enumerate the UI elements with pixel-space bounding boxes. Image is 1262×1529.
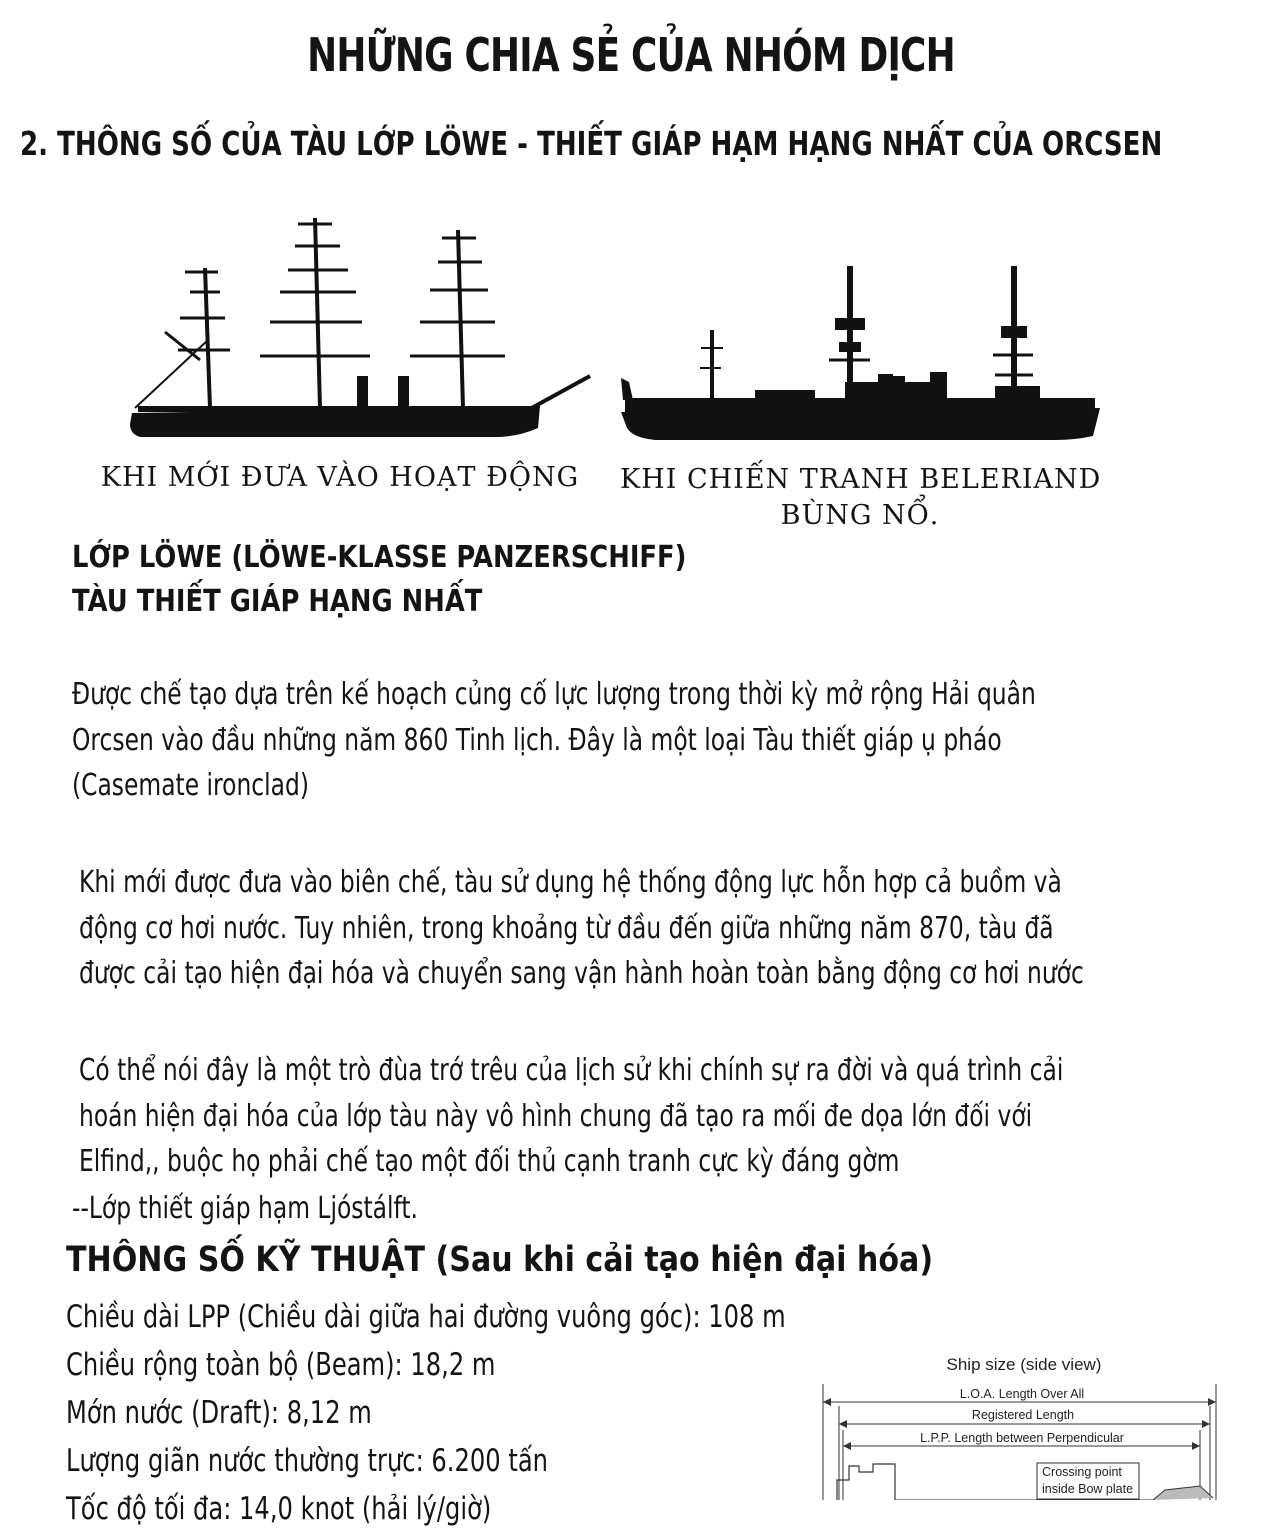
page-title: NHỮNG CHIA SẺ CỦA NHÓM DỊCH [307, 28, 955, 82]
caption-line: BÙNG NỔ. [780, 500, 940, 531]
spec-item-draft: Mớn nước (Draft): 8,12 m [66, 1395, 372, 1431]
dimension-label-registered: Registered Length [971, 1408, 1075, 1422]
ship-class-name: LỚP LÖWE (LÖWE-KLASSE PANZERSCHIFF) [72, 540, 687, 575]
paragraph-line: Được chế tạo dựa trên kế hoạch củng cố lực lượng trong thời kỳ mở rộng Hải quân [72, 677, 1036, 712]
ship-class-type: TÀU THIẾT GIÁP HẠNG NHẤT [72, 584, 483, 619]
paragraph-line: Khi mới được đưa vào biên chế, tàu sử dụng hệ thống động lực hỗn hợp cả buồm và [79, 865, 1062, 900]
crossing-point-label: inside Bow plate [1042, 1482, 1134, 1496]
spec-item-beam: Chiều rộng toàn bộ (Beam): 18,2 m [66, 1347, 496, 1383]
paragraph-line: (Casemate ironclad) [72, 768, 309, 803]
paragraph-line: động cơ hơi nước. Tuy nhiên, trong khoảng từ đầu đến giữa những năm 870, tàu đã [79, 910, 1054, 946]
crossing-point-label: Crossing point [1042, 1465, 1122, 1479]
spec-item-displacement: Lượng giãn nước thường trực: 6.200 tấn [66, 1443, 548, 1479]
spec-item-length: Chiều dài LPP (Chiều dài giữa hai đường vuông góc): 108 m [66, 1299, 786, 1335]
figure-caption-modernized [620, 462, 1100, 534]
section-title: 2. THÔNG SỐ CỦA TÀU LỚP LÖWE - THIẾT GIÁP HẠM HẠNG NHẤT CỦA ORCSEN [20, 124, 1163, 163]
specs-heading: THÔNG SỐ KỸ THUẬT (Sau khi cải tạo hiện đại hóa) [66, 1240, 934, 1280]
ship-silhouette-original [120, 210, 600, 445]
paragraph-propulsion [79, 860, 1084, 997]
diagram-title: Ship size (side view) [946, 1355, 1102, 1374]
ship-size-diagram [815, 1348, 1225, 1500]
dimension-label-lpp: L.P.P. Length between Perpendicular [920, 1431, 1124, 1445]
paragraph-line: hoán hiện đại hóa của lớp tàu này vô hình chung đã tạo ra mối đe dọa lớn đối với [79, 1098, 1033, 1134]
figure-caption-original: KHI MỚI ĐƯA VÀO HOẠT ĐỘNG [100, 462, 580, 493]
paragraph-line: Elfind,, buộc họ phải chế tạo một đối thủ cạnh tranh cực kỳ đáng gờm [79, 1144, 900, 1179]
ship-silhouette-modernized [615, 260, 1110, 445]
dimension-label-loa: L.O.A. Length Over All [959, 1387, 1085, 1401]
paragraph-line: Orcsen vào đầu những năm 860 Tinh lịch. Đây là một loại Tàu thiết giáp ụ pháo [72, 722, 1002, 758]
paragraph-line: Có thể nói đây là một trò đùa trớ trêu của lịch sử khi chính sự ra đời và quá trình cải [79, 1053, 1064, 1088]
paragraph-origin [72, 672, 1036, 809]
caption-line: KHI CHIẾN TRANH BELERIAND [620, 464, 1102, 495]
paragraph-rival-class: --Lớp thiết giáp hạm Ljóstálft. [72, 1191, 418, 1226]
spec-item-speed: Tốc độ tối đa: 14,0 knot (hải lý/giờ) [66, 1491, 492, 1527]
paragraph-line: được cải tạo hiện đại hóa và chuyển sang vận hành hoàn toàn bằng động cơ hơi nước [79, 956, 1084, 991]
paragraph-history [79, 1048, 1063, 1185]
